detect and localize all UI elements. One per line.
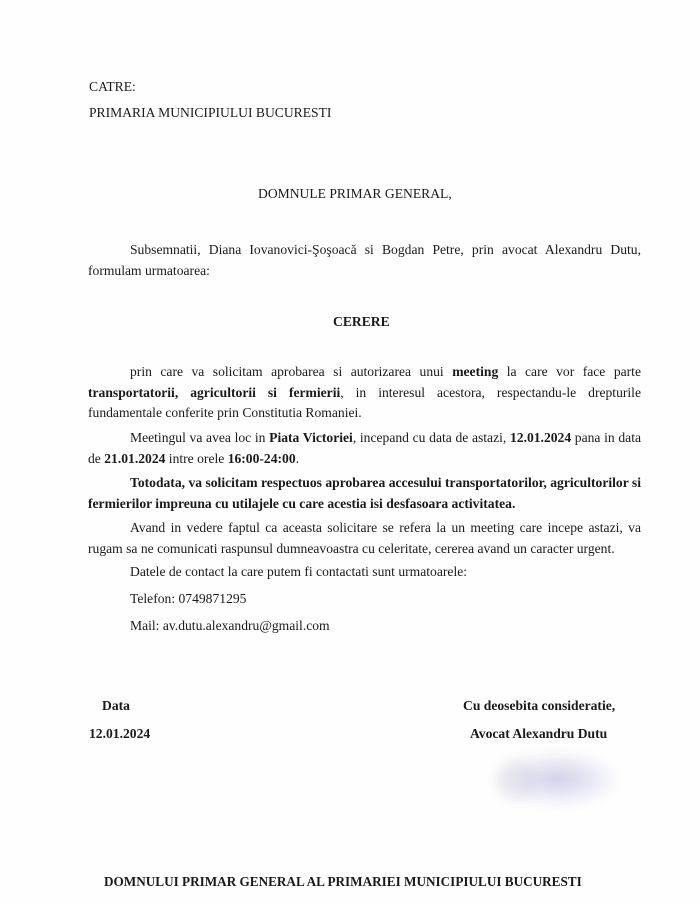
access-text: Totodata, va solicitam respectuos aprobarea accesului transportatorilor, agricultorilor si fermierilor impreuna cu utilajele cu care acestia isi desfasoara activitatea. [88, 475, 641, 511]
bottom-addressee: DOMNULUI PRIMAR GENERAL AL PRIMARIEI MUNICIPIULUI BUCURESTI [104, 874, 582, 889]
addressee-label: CATRE: [89, 79, 136, 94]
urgency-paragraph [88, 518, 641, 559]
contact-phone: Telefon: 0749871295 [130, 591, 247, 606]
request-bold-meeting: meeting [452, 364, 499, 379]
addressee-institution: PRIMARIA MUNICIPIULUI BUCURESTI [89, 105, 332, 120]
salutation: DOMNULE PRIMAR GENERAL, [258, 186, 452, 201]
meeting-hours: 16:00-24:00 [227, 450, 296, 466]
request-paragraph [88, 362, 641, 424]
intro-text: Subsemnatii, Diana Iovanovici-Şoşoacă si Bogdan Petre, prin avocat Alexandru Dutu, formulam urmatoarea: [88, 242, 641, 278]
signatory-name: Avocat Alexandru Dutu [470, 726, 608, 741]
request-text-2: la care vor face parte [498, 364, 641, 379]
date-value: 12.01.2024 [89, 726, 151, 741]
meeting-end-date: 21.01.2024 [104, 450, 166, 466]
closing-formula: Cu deosebita consideratie, [463, 698, 616, 713]
urgency-text: Avand in vedere faptul ca aceasta solicitare se refera la un meeting care incepe astazi, va rugam sa ne comunicati raspunsul dumneavoastra cu celeritate, cererea avand un caracter urgent. [88, 520, 641, 556]
meeting-text-1: Meetingul va avea loc in [130, 430, 270, 445]
meeting-location: Piata Victoriei [269, 430, 353, 445]
contact-intro: Datele de contact la care putem fi contactati sunt urmatoarele: [130, 564, 468, 579]
request-text-1: prin care va solicitam aprobarea si autorizarea unui [130, 364, 453, 379]
intro-paragraph [88, 240, 641, 281]
meeting-text-5: . [295, 450, 300, 466]
contact-mail: Mail: av.dutu.alexandru@gmail.com [130, 618, 330, 633]
access-paragraph [88, 473, 641, 514]
redacted-signature [498, 752, 618, 806]
meeting-text-2: , incepand cu data de astazi, [352, 430, 510, 445]
request-text-3: , in interesul acestora, respectandu-le drepturile fundamentale conferite prin Constitutia Romaniei. [88, 384, 641, 420]
document-title: CERERE [333, 314, 390, 329]
meeting-text-4: intre orele [165, 450, 228, 466]
meeting-start-date: 12.01.2024 [509, 430, 572, 445]
meeting-paragraph [88, 428, 641, 469]
meeting-text-3: pana in data de [88, 430, 642, 466]
date-label: Data [102, 698, 130, 713]
request-bold-participants: transportatorii, agricultorii si fermierii [88, 384, 341, 400]
